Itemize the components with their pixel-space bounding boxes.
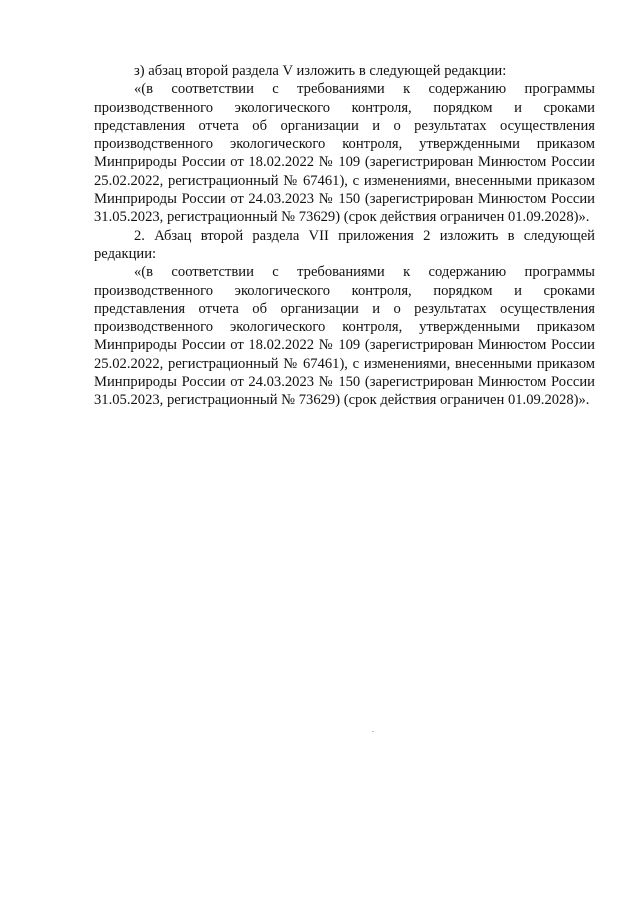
paragraph-item-2: 2. Абзац второй раздела VII приложения 2 изложить в следующей редакции: [94,227,595,262]
document-body [94,62,595,410]
scan-speck [372,731,374,732]
paragraph-quote-section-v: «(в соответствии с требованиями к содержанию программы производственного экологического контроля, порядком и сроками представления отчета об организации и о результатах осуществления производственного экологического контроля, утвержденными приказом Минприроды России от 18.02.2022 № 109 (зарегистрирован Минюстом России 25.02.2022, регистрационный № 67461), с изменениями, внесенными приказом Минприроды России от 24.03.2023 № 150 (зарегистрирован Минюстом России 31.05.2023, регистрационный № 73629) (срок действия ограничен 01.09.2028)». [94,81,595,226]
paragraph-quote-section-vii: «(в соответствии с требованиями к содержанию программы производственного экологического контроля, порядком и сроками представления отчета об организации и о результатах осуществления производственного экологического контроля, утвержденными приказом Минприроды России от 18.02.2022 № 109 (зарегистрирован Минюстом России 25.02.2022, регистрационный № 67461), с изменениями, внесенными приказом Минприроды России от 24.03.2023 № 150 (зарегистрирован Минюстом России 31.05.2023, регистрационный № 73629) (срок действия ограничен 01.09.2028)». [94,264,595,409]
paragraph-item-z: з) абзац второй раздела V изложить в следующей редакции: [134,63,507,79]
